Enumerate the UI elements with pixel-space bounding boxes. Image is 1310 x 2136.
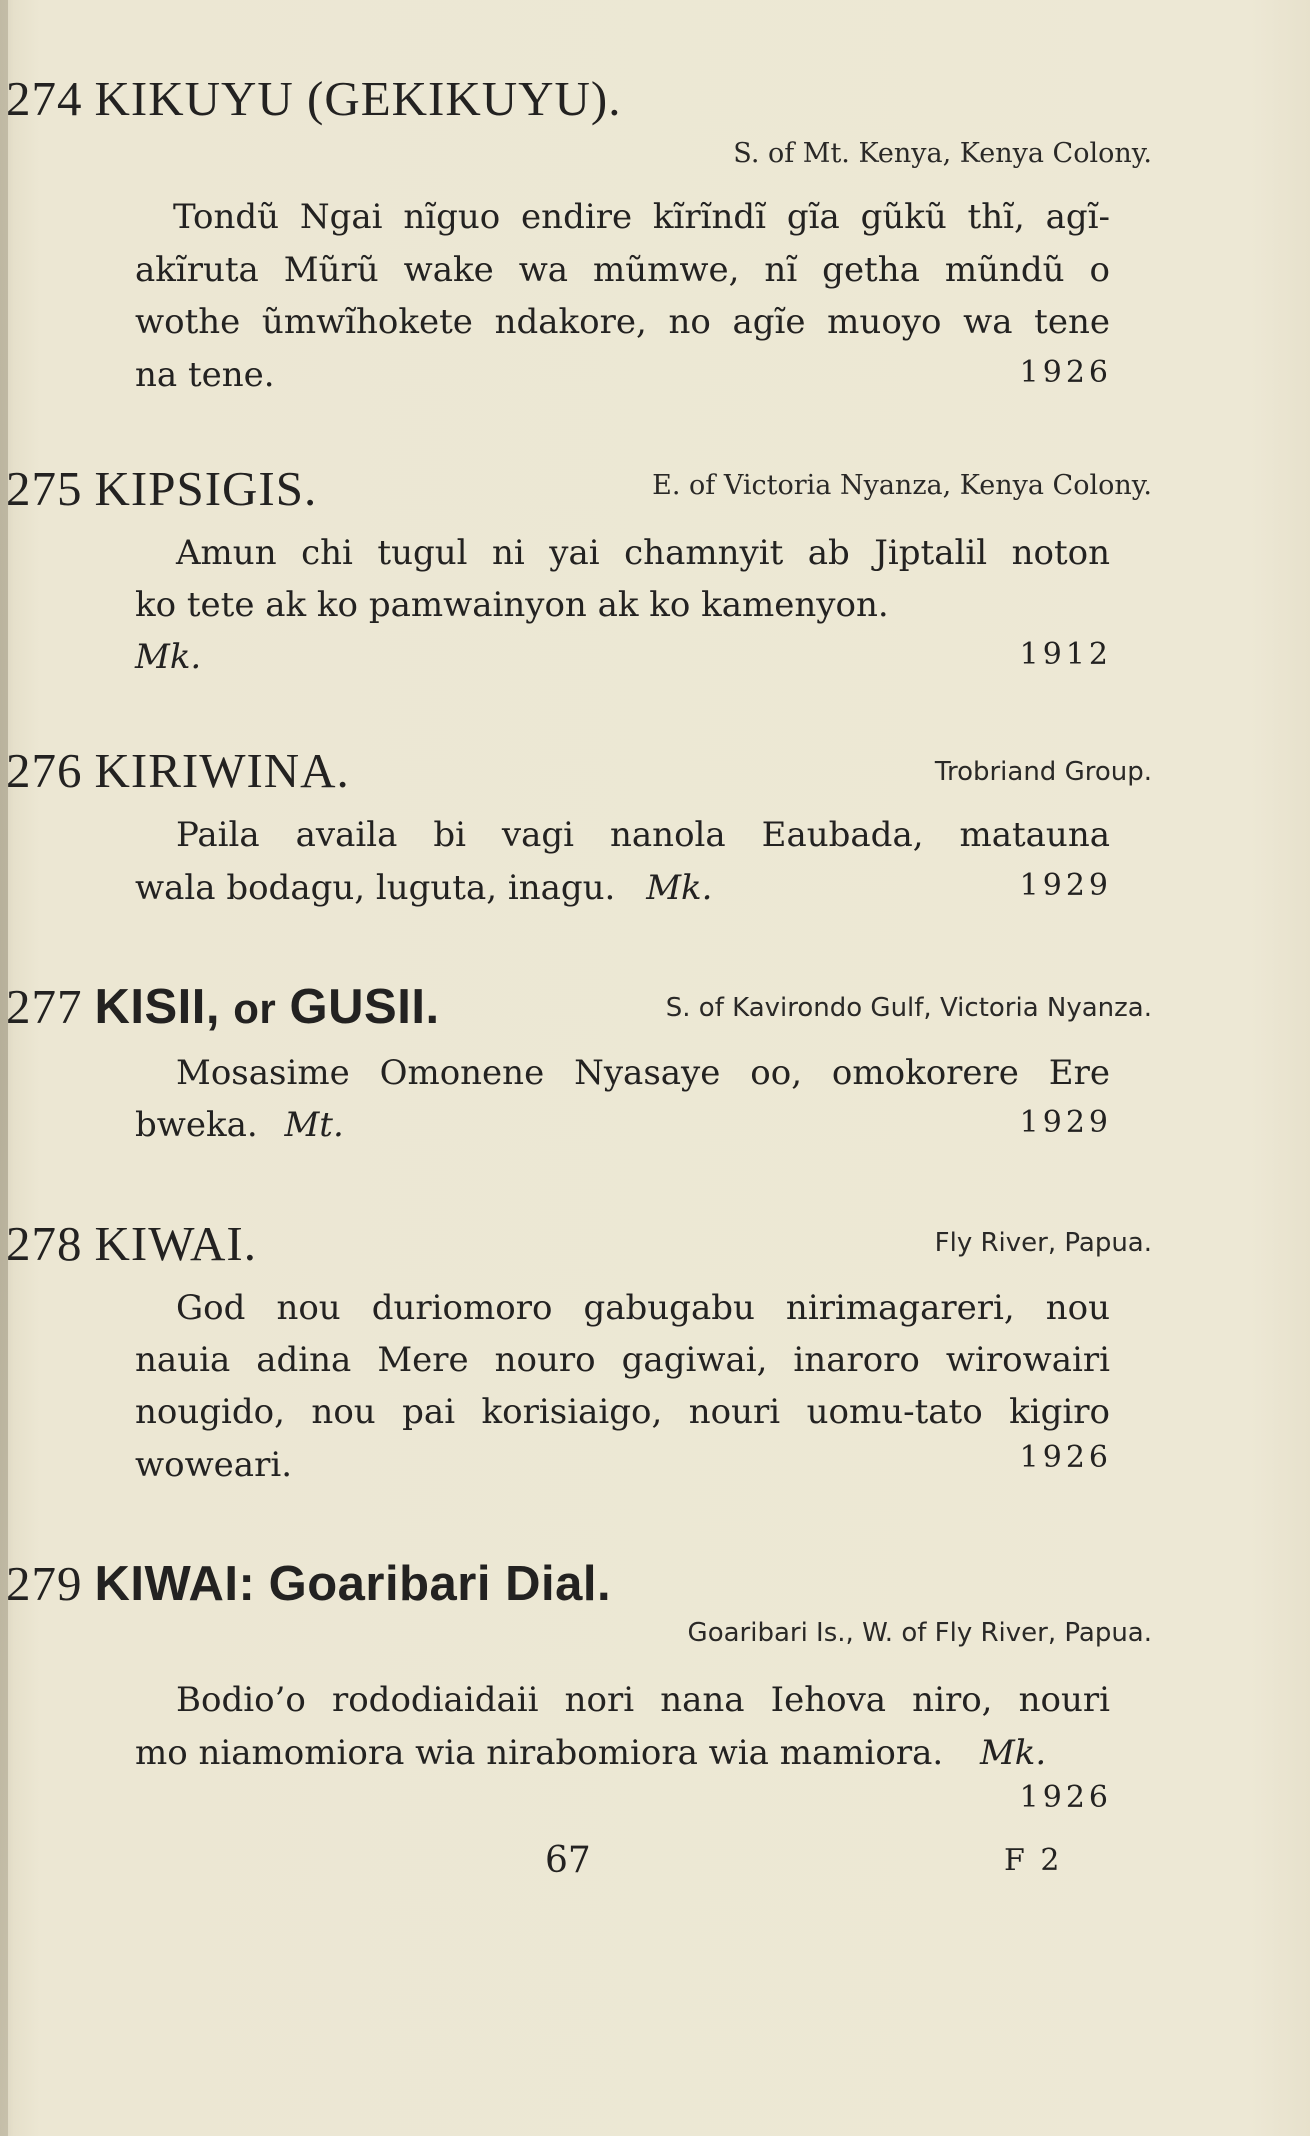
entry-heading [6,460,317,517]
entry-region: Fly River, Papua. [934,1228,1152,1258]
text-line: woweari. [135,1445,293,1485]
source-mark: Mk. [135,637,202,677]
binding-shadow [0,0,8,2136]
text-line: Paila availa bi vagi nanola Eaubada, matauna [176,815,1110,855]
source-mark: Mt. [284,1105,344,1145]
entry-year: 1926 [1019,1780,1112,1815]
text-line-part: wala bodagu, luguta, inagu. [135,868,616,908]
entry-number: 279 [6,1556,83,1611]
entry-heading [6,1215,257,1272]
signature-mark: F 2 [1004,1843,1063,1878]
entry-year: 1926 [1019,355,1112,390]
entry-number: 277 [6,979,83,1034]
entry-language-or: or [233,985,277,1032]
entry-language: KIRIWINA. [94,743,350,798]
text-line-part: bweka. [135,1105,258,1145]
entry-region: Goaribari Is., W. of Fly River, Papua. [687,1618,1152,1648]
entry-number: 278 [6,1216,83,1271]
entry-language-alt: GUSII. [289,980,440,1034]
entry-language: KIWAI: [94,1557,256,1611]
text-line: Amun chi tugul ni yai chamnyit ab Jiptalil noton [176,533,1110,573]
text-line: akĩruta Mũrũ wake wa mũmwe, nĩ getha mũndũ o [135,250,1110,290]
text-line: wothe ũmwĩhokete ndakore, no agĩe muoyo wa tene [135,302,1110,342]
entry-heading [6,978,440,1035]
text-line: God nou duriomoro gabugabu nirimagareri, nou [176,1288,1110,1328]
text-line: ko tete ak ko pamwainyon ak ko kamenyon. [135,585,889,625]
entry-number: 276 [6,743,83,798]
text-line: Bodio’o rododiaidaii nori nana Iehova niro, nouri [176,1680,1110,1720]
entry-language: KISII, [94,980,221,1034]
entry-year: 1926 [1019,1440,1112,1475]
entry-region: S. of Mt. Kenya, Kenya Colony. [733,138,1152,169]
entry-region: Trobriand Group. [934,757,1152,787]
text-line: nougido, nou pai korisiaigo, nouri uomu-tato kigiro [135,1392,1110,1432]
entry-dialect: Goaribari Dial. [268,1557,612,1611]
source-mark: Mk. [646,868,713,908]
text-line: Tondũ Ngai nĩguo endire kĩrĩndĩ gĩa gũkũ thĩ, agĩ- [173,197,1110,237]
entry-number: 275 [6,461,83,516]
entry-year: 1912 [1019,637,1112,672]
text-line [135,1105,1110,1145]
entry-year: 1929 [1019,1105,1112,1140]
entry-region: S. of Kavirondo Gulf, Victoria Nyanza. [665,993,1152,1023]
text-line: Mosasime Omonene Nyasaye oo, omokorere Ere [176,1053,1110,1093]
text-line: na tene. [135,355,275,395]
entry-language: KIPSIGIS. [94,461,318,516]
entry-language: KIWAI. [94,1216,257,1271]
entry-number: 274 [6,71,83,126]
entry-heading [6,1555,611,1612]
text-line [135,1733,1110,1773]
text-line [135,868,1110,908]
entry-region: E. of Victoria Nyanza, Kenya Colony. [652,470,1152,501]
text-line-part: mo niamomiora wia nirabomiora wia mamiora. [135,1733,944,1773]
source-mark: Mk. [979,1733,1047,1773]
entry-language: KIKUYU (GEKIKUYU). [94,71,622,126]
entry-heading [6,70,621,127]
text-line: nauia adina Mere nouro gagiwai, inaroro wirowairi [135,1340,1110,1380]
entry-year: 1929 [1019,868,1112,903]
entry-heading [6,742,350,799]
page-number: 67 [545,1840,591,1881]
